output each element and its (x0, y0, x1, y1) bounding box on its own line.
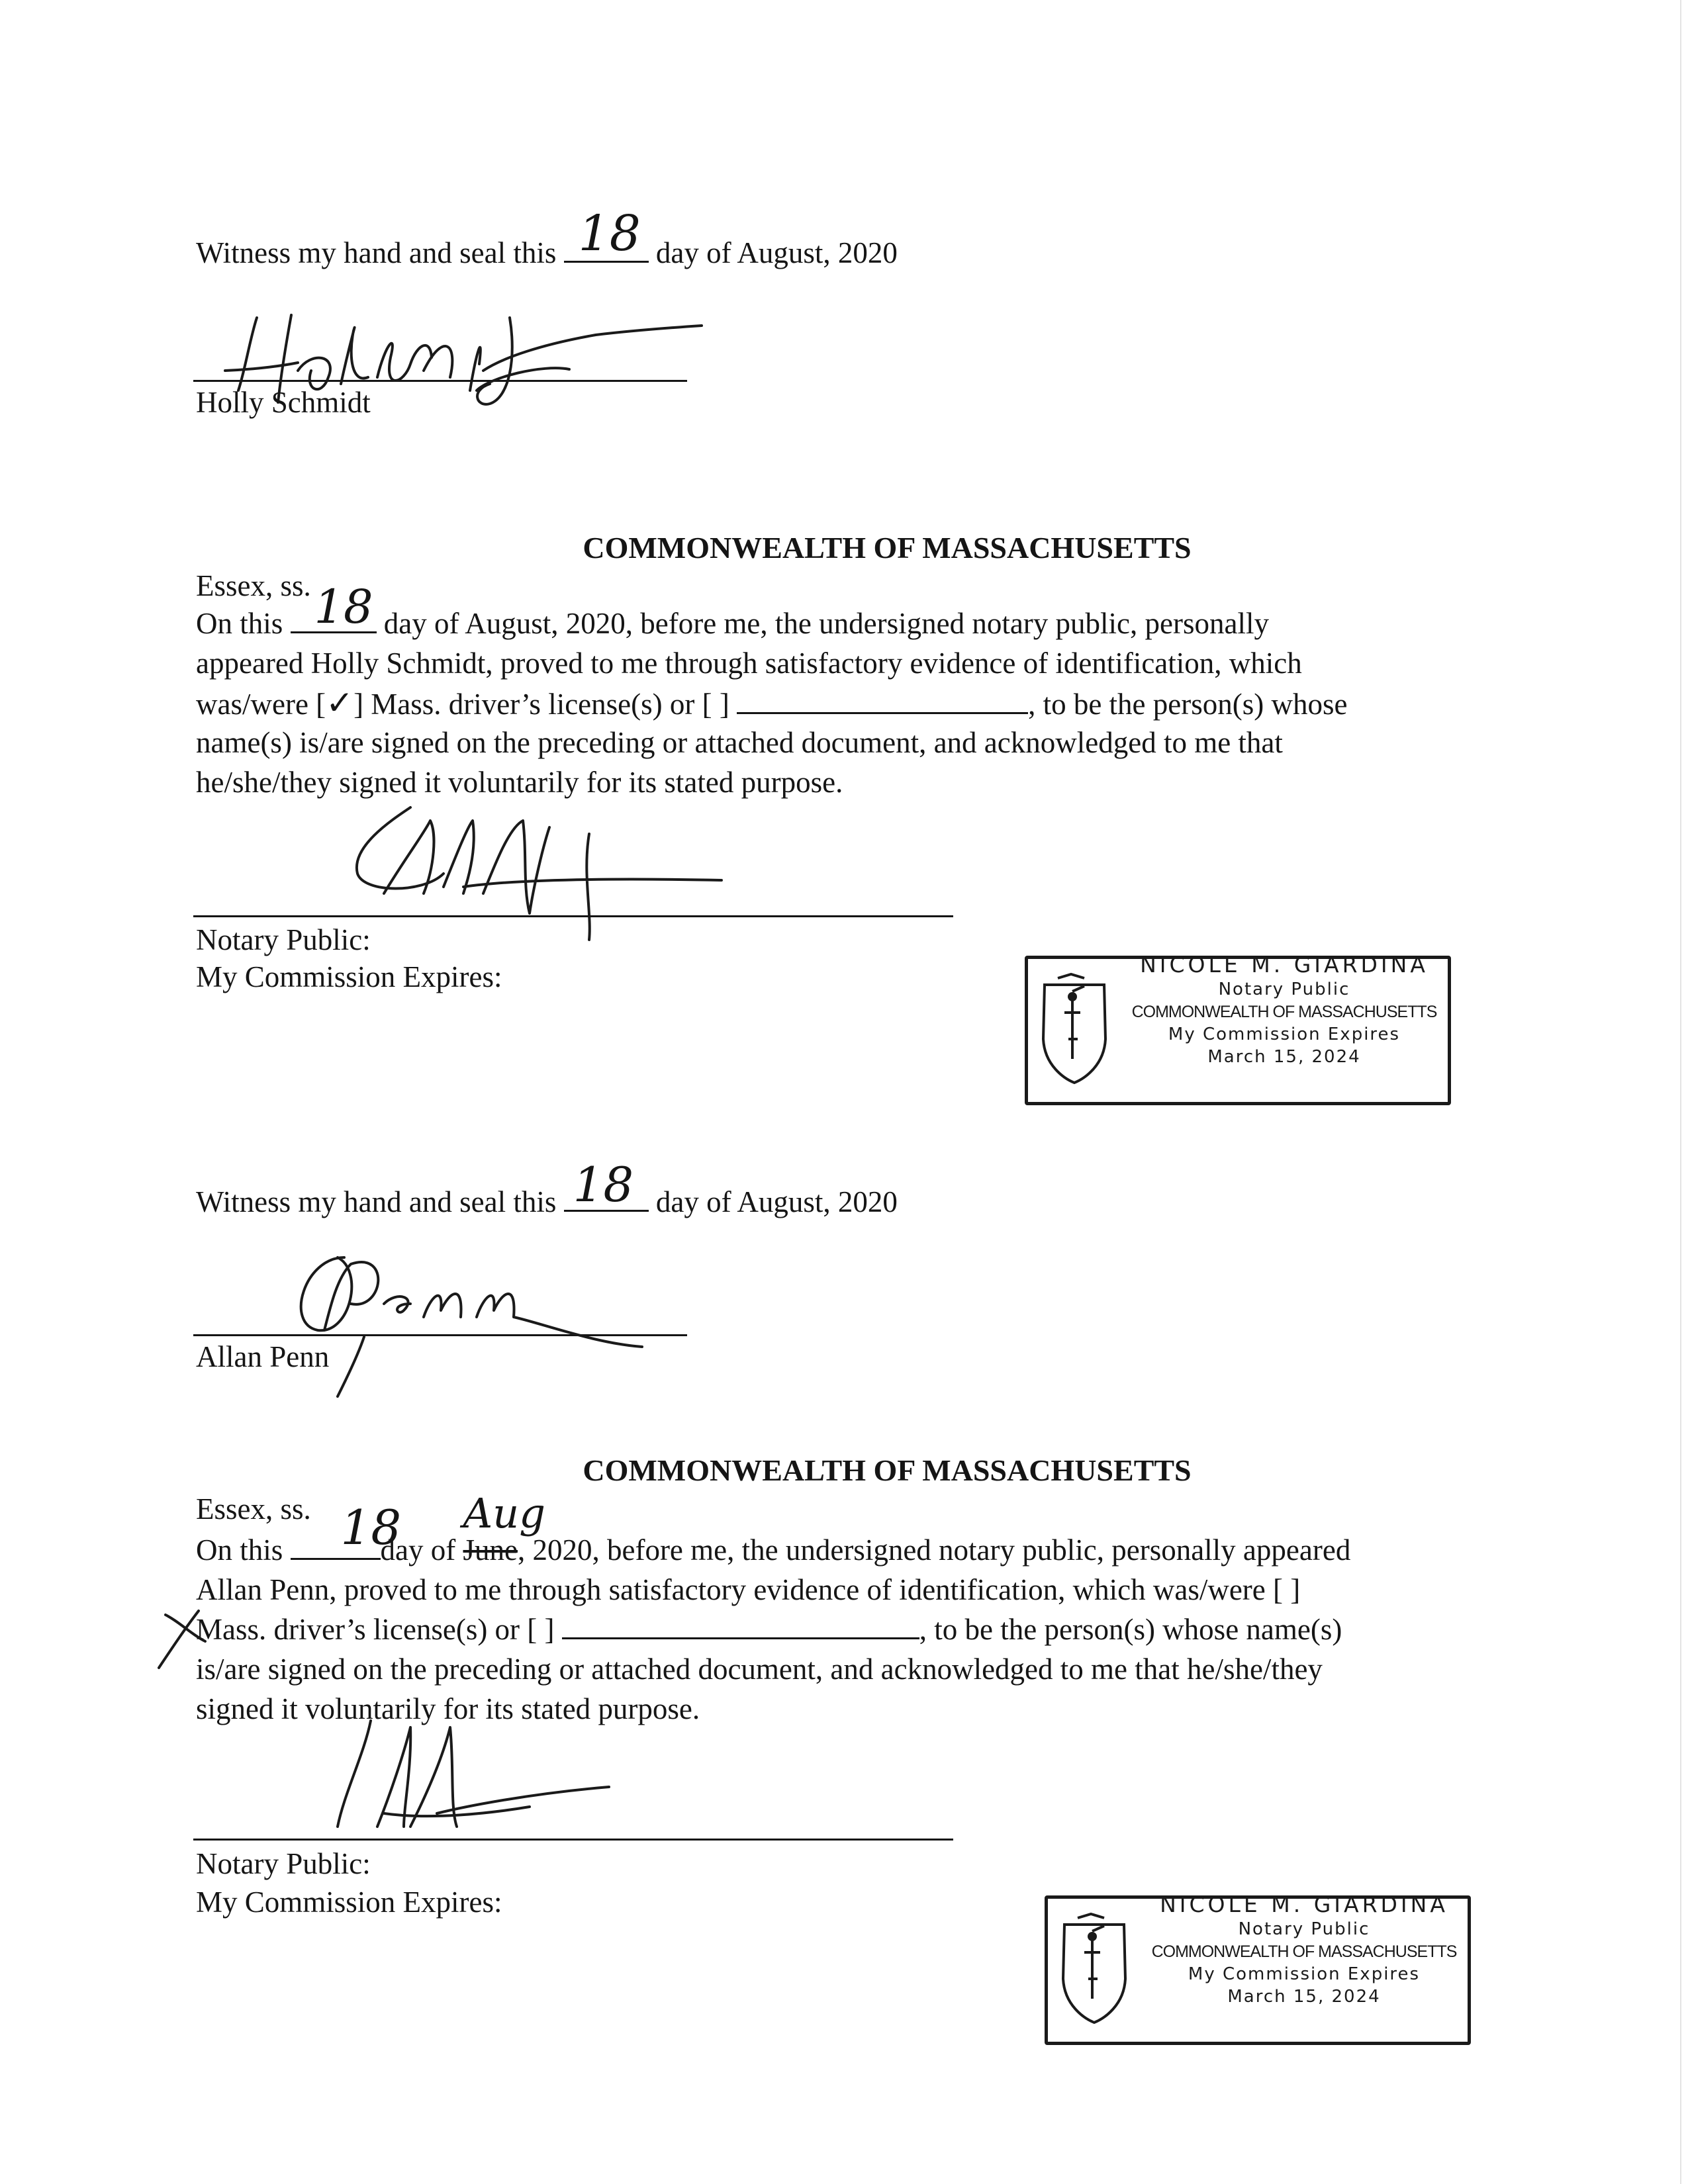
witness-prefix: Witness my hand and seal this (196, 236, 557, 269)
ack2-line1-rest: , 2020, before me, the undersigned notary public, personally appeared (517, 1533, 1351, 1567)
ack2-day-blank (291, 1500, 402, 1560)
ack2-month-correction (463, 1489, 545, 1570)
ack2-line3 (196, 1610, 1342, 1649)
witness-suffix: day of August, 2020 (655, 1185, 898, 1218)
witness-day-blank (564, 1157, 649, 1212)
ack1-line3 (196, 683, 1347, 724)
witness-line-1 (196, 205, 898, 273)
commission-expires-label-1: My Commission Expires: (196, 960, 502, 993)
ack1-was-were: was/were [ (196, 688, 326, 721)
ack1-license-checkmark: ✓ (326, 684, 354, 722)
witness-day-handwritten: 18 (578, 205, 641, 262)
witness-suffix: day of August, 2020 (655, 236, 898, 269)
notary-public-label-1: Notary Public: (196, 923, 371, 956)
ack2-license-text: Mass. driver’s license(s) or [ ] (196, 1613, 555, 1646)
stamp-notary-name: NICOLE M. GIARDINA (1160, 1891, 1448, 1917)
stamp-title: Notary Public (1218, 979, 1350, 999)
notary-stamp-2 (1033, 1886, 1483, 2058)
ack2-line2: Allan Penn, proved to me through satisfactory evidence of identification, which was/were [ ] (196, 1573, 1301, 1606)
ack1-on-this: On this (196, 607, 283, 640)
signature-notary-2 (331, 1714, 635, 1846)
signer-name-holly: Holly Schmidt (196, 386, 371, 419)
stamp-commonwealth: COMMONWEALTH OF MASSACHUSETTS (1131, 1003, 1437, 1021)
notary-public-label-2: Notary Public: (196, 1847, 371, 1880)
stamp-text-2 (1132, 1891, 1476, 2008)
witness-prefix: Witness my hand and seal this (196, 1185, 557, 1218)
ack2-day-of: day of (380, 1533, 456, 1567)
witness-line-2 (196, 1157, 898, 1222)
heading-commonwealth-2: COMMONWEALTH OF MASSACHUSETTS (583, 1453, 1192, 1487)
ack2-line4: is/are signed on the preceding or attached document, and acknowledged to me that he/she/they (196, 1653, 1323, 1686)
stamp-commonwealth: COMMONWEALTH OF MASSACHUSETTS (1151, 1942, 1457, 1961)
signature-line-notary-2 (193, 1839, 953, 1841)
witness-day-blank (564, 205, 649, 263)
ack1-line2: appeared Holly Schmidt, proved to me through satisfactory evidence of identification, which (196, 647, 1302, 680)
signature-notary-1 (311, 794, 735, 953)
massachusetts-seal-icon (1031, 973, 1117, 1085)
ack1-other-id-blank (737, 684, 1028, 714)
commission-expires-label-2: My Commission Expires: (196, 1886, 502, 1919)
ack1-line4: name(s) is/are signed on the preceding or attached document, and acknowledged to me that (196, 726, 1283, 759)
ack1-line5: he/she/they signed it voluntarily for its stated purpose. (196, 766, 843, 799)
stamp-expires-date: March 15, 2024 (1207, 1047, 1361, 1067)
ack2-day-handwritten: 18 (340, 1500, 402, 1555)
page-edge-shadow (1680, 0, 1681, 2184)
ack2-month-handwritten: Aug (463, 1489, 545, 1537)
notary-stamp-1 (1013, 946, 1463, 1118)
ack2-month-struck: June (463, 1533, 518, 1567)
ack1-line1-rest: day of August, 2020, before me, the undersigned notary public, personally (383, 607, 1269, 640)
ack2-line5: signed it voluntarily for its stated purpose. (196, 1692, 700, 1725)
stamp-expires-date: March 15, 2024 (1227, 1987, 1381, 2007)
ack2-line3-rest: , to be the person(s) whose name(s) (919, 1613, 1342, 1646)
ack1-license-text: ] Mass. driver’s license(s) or [ ] (353, 688, 729, 721)
ack2-other-id-blank (562, 1610, 919, 1639)
county-2: Essex, ss. (196, 1492, 311, 1525)
stamp-text-1 (1112, 952, 1456, 1068)
stamp-title: Notary Public (1238, 1919, 1370, 1939)
signer-name-allan: Allan Penn (196, 1340, 330, 1373)
ack2-on-this: On this (196, 1533, 283, 1567)
stamp-expires-label: My Commission Expires (1188, 1964, 1421, 1984)
ack1-day-handwritten: 18 (314, 580, 373, 634)
heading-commonwealth-1: COMMONWEALTH OF MASSACHUSETTS (583, 531, 1192, 565)
ack1-line3-rest: , to be the person(s) whose (1028, 688, 1348, 721)
ack1-day-blank (291, 580, 377, 634)
stamp-expires-label: My Commission Expires (1168, 1024, 1401, 1044)
massachusetts-seal-icon (1051, 1913, 1137, 2025)
witness-day-handwritten: 18 (573, 1157, 634, 1212)
signature-line-notary-1 (193, 915, 953, 917)
county-1: Essex, ss. (196, 569, 311, 602)
stamp-notary-name: NICOLE M. GIARDINA (1140, 952, 1429, 978)
